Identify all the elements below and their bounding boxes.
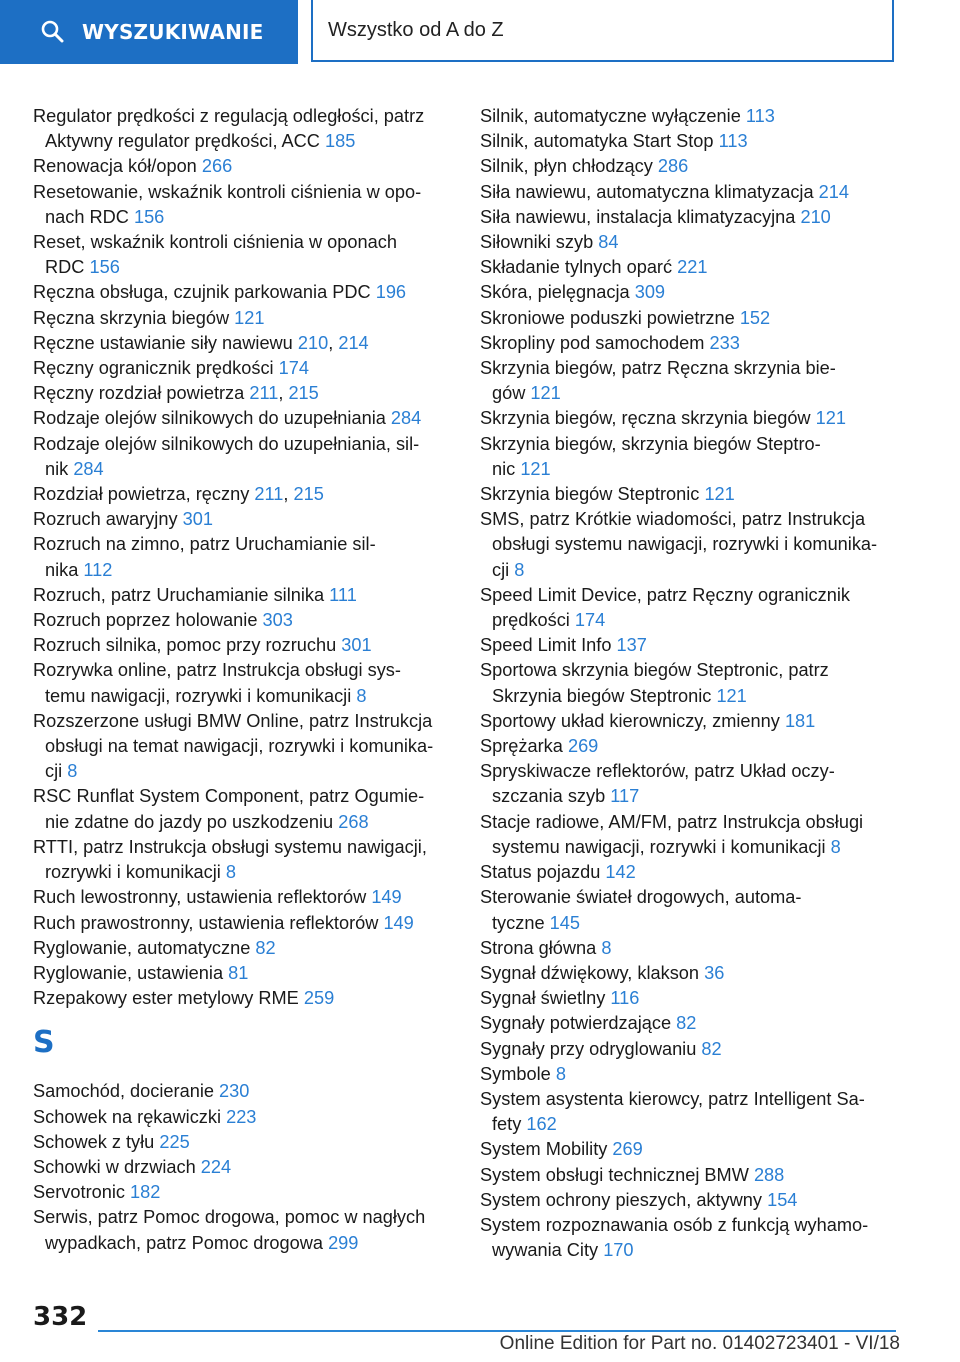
entry-text-continued: fety — [492, 1114, 527, 1135]
entry-text: Sygnał świetlny — [480, 988, 611, 1009]
index-entry — [480, 280, 920, 305]
page-link[interactable]: 303 — [262, 610, 293, 631]
page-link[interactable]: 174 — [278, 358, 309, 379]
index-entry — [33, 280, 453, 305]
entry-text: Renowacja kół/opon — [33, 156, 202, 177]
page-link[interactable]: 185 — [325, 131, 356, 152]
index-entry — [480, 180, 920, 205]
index-entry — [480, 633, 920, 658]
entry-text: Skrzynia biegów, patrz Ręczna skrzynia bie- — [480, 358, 836, 379]
index-entry: Ręczny rozdział powietrza 211, 215 — [33, 383, 319, 404]
index-entry — [33, 1079, 453, 1104]
index-entry — [480, 356, 920, 406]
page-link[interactable]: 196 — [375, 282, 407, 303]
entry-text: Regulator prędkości z regulacją odległości, patrz — [33, 106, 425, 126]
page-link[interactable]: 8 — [514, 559, 525, 580]
page-link[interactable]: 215 — [288, 383, 319, 404]
index-entry — [480, 810, 920, 860]
page-link[interactable]: 117 — [610, 786, 640, 807]
index-entry — [33, 936, 453, 961]
page-link[interactable]: 121 — [815, 408, 846, 429]
entry-text: SMS, patrz Krótkie wiadomości, patrz Instrukcja — [480, 509, 866, 530]
page-link[interactable]: 211 — [254, 484, 284, 505]
index-entry — [480, 406, 920, 431]
entry-text-continued: obsługi na temat nawigacji, rozrywki i komunika- — [45, 736, 434, 757]
index-entry — [480, 230, 920, 255]
entry-text: Ręczna obsługa, czujnik parkowania PDC — [33, 282, 376, 303]
entry-text-continued: gów — [492, 383, 531, 404]
index-entry — [480, 709, 920, 734]
entry-text-continued: cji — [492, 559, 515, 580]
page-link[interactable]: 8 — [555, 1063, 566, 1084]
page-link[interactable]: 145 — [549, 912, 580, 933]
index-entry — [480, 734, 920, 759]
entry-text: Ręczny ogranicznik prędkości — [33, 358, 279, 379]
index-entry — [33, 532, 453, 582]
page-link[interactable]: 156 — [133, 206, 165, 227]
page-link[interactable]: 8 — [225, 862, 237, 883]
index-group-r — [33, 104, 453, 1011]
entry-text-continued: nika — [45, 559, 84, 580]
page-link[interactable]: 121 — [234, 307, 265, 328]
entry-text: Sprężarka — [480, 736, 568, 757]
index-entry — [33, 306, 453, 331]
entry-text: System ochrony pieszych, aktywny — [480, 1189, 768, 1210]
index-entry — [480, 583, 920, 633]
page-link[interactable]: 223 — [226, 1106, 257, 1127]
page-link[interactable]: 82 — [255, 937, 276, 958]
entry-text: Reset, wskaźnik kontroli ciśnienia w oponach — [33, 232, 397, 253]
index-entry — [33, 986, 453, 1011]
index-entry — [33, 356, 453, 381]
entry-text: Skóra, pielęgnacja — [480, 282, 635, 303]
page-link[interactable]: 84 — [598, 232, 619, 253]
entry-text: Symbole — [480, 1063, 556, 1084]
page-link[interactable]: 121 — [520, 458, 551, 479]
index-entry — [480, 129, 920, 154]
index-entry — [33, 633, 453, 658]
entry-text: System obsługi technicznej BMW — [480, 1164, 754, 1185]
page-link[interactable]: 181 — [784, 710, 816, 731]
page-number: 332 — [33, 1302, 88, 1332]
index-column-right — [480, 104, 920, 1263]
page-link[interactable]: 215 — [293, 484, 324, 505]
entry-text: Rozruch silnika, pomoc przy rozruchu — [33, 635, 342, 656]
entry-text-continued: nic — [492, 458, 521, 479]
entry-text: Rozruch awaryjny — [33, 509, 183, 530]
index-entry — [480, 658, 920, 708]
index-entry — [480, 154, 920, 179]
index-entry — [33, 835, 453, 885]
entry-text: Skrzynia biegów, ręczna skrzynia biegów — [480, 408, 816, 429]
entry-text: Skrzynia biegów, skrzynia biegów Steptro- — [480, 433, 821, 454]
index-entry — [480, 432, 920, 482]
entry-text-continued: RDC — [45, 257, 90, 278]
entry-text: Składanie tylnych oparć — [480, 257, 678, 278]
entry-text-continued: cji — [45, 761, 68, 782]
entry-text: Rozrywka online, patrz Instrukcja obsługi sys- — [33, 660, 401, 681]
page-link[interactable]: 156 — [89, 257, 120, 278]
entry-text: Rozruch, patrz Uruchamianie silnika — [33, 584, 330, 605]
section-letter: S — [33, 1025, 55, 1061]
page-link[interactable]: 121 — [716, 685, 747, 706]
page-link[interactable]: 81 — [228, 962, 249, 983]
entry-text-continued: temu nawigacji, rozrywki i komunikacji — [45, 685, 357, 706]
index-entry — [480, 1188, 920, 1213]
index-entry — [480, 255, 920, 280]
entry-text: Rzepakowy ester metylowy RME — [33, 988, 304, 1009]
entry-text: Rozruch na zimno, patrz Uruchamianie sil- — [33, 534, 376, 555]
index-entry — [33, 1155, 453, 1180]
entry-text-continued: wypadkach, patrz Pomoc drogowa — [45, 1232, 329, 1253]
entry-text: Rodzaje olejów silnikowych do uzupełniania, sil- — [33, 433, 420, 454]
page-link[interactable]: 142 — [605, 862, 636, 883]
page-link[interactable]: 149 — [383, 912, 414, 933]
page-link[interactable]: 149 — [371, 887, 402, 908]
page-link[interactable]: 8 — [601, 937, 612, 958]
entry-text: Silnik, płyn chłodzący — [480, 156, 658, 177]
index-entry — [33, 230, 453, 280]
index-entry — [480, 104, 920, 129]
page-link[interactable]: 268 — [338, 811, 369, 832]
index-entry — [33, 961, 453, 986]
index-entry — [480, 306, 920, 331]
entry-text: Ręczna skrzynia biegów — [33, 307, 235, 328]
entry-text: Ryglowanie, automatyczne — [33, 937, 256, 958]
entry-text: Siłowniki szyb — [480, 232, 599, 253]
entry-text: Stacje radiowe, AM/FM, patrz Instrukcja obsługi — [480, 811, 864, 832]
entry-text-continued: tyczne — [492, 912, 550, 933]
index-entry — [33, 1180, 453, 1205]
page-link[interactable]: 36 — [704, 962, 725, 983]
index-entry — [33, 911, 453, 936]
page-link[interactable]: 210 — [297, 332, 329, 353]
entry-text: Skropliny pod samochodem — [480, 332, 710, 353]
page-link[interactable]: 116 — [610, 988, 640, 1009]
section-title: Wszystko od A do Z — [328, 18, 504, 41]
index-entry — [33, 406, 453, 431]
index-entry — [33, 885, 453, 910]
page-link[interactable]: 211 — [249, 383, 279, 404]
index-entry — [33, 507, 453, 532]
page-link[interactable]: 301 — [341, 635, 372, 656]
entry-text-continued: obsługi systemu nawigacji, rozrywki i komunika- — [492, 534, 878, 555]
page-link[interactable]: 8 — [67, 761, 78, 782]
index-entry — [480, 331, 920, 356]
page-link[interactable]: 284 — [390, 408, 422, 429]
entry-text: Rozdział powietrza, ręczny — [33, 484, 255, 505]
search-tab[interactable] — [0, 0, 298, 64]
entry-text: Rodzaje olejów silnikowych do uzupełniania — [33, 408, 391, 429]
page-link[interactable]: 121 — [530, 383, 561, 404]
index-entry — [480, 1087, 920, 1137]
index-entry — [480, 961, 920, 986]
index-entry — [33, 1105, 453, 1130]
entry-text-continued: Aktywny regulator prędkości, ACC — [45, 131, 325, 152]
entry-text: Siła nawiewu, automatyczna klimatyzacja — [480, 181, 819, 202]
page-link[interactable]: 230 — [219, 1081, 250, 1102]
index-group-s — [33, 1079, 453, 1255]
page-link[interactable]: 170 — [603, 1240, 634, 1261]
entry-text: Sportowy układ kierowniczy, zmienny — [480, 710, 785, 731]
entry-text: Speed Limit Info — [480, 635, 617, 656]
entry-text: Schowek na rękawiczki — [33, 1106, 227, 1127]
entry-text: Rozruch poprzez holowanie — [33, 610, 263, 631]
entry-text: Ręczny rozdział powietrza — [33, 383, 250, 404]
page-link[interactable]: 214 — [818, 181, 849, 202]
entry-text: Ryglowanie, ustawienia — [33, 962, 229, 983]
entry-text-continued: Skrzynia biegów Steptronic — [492, 685, 717, 706]
entry-text-continued: nik — [45, 458, 74, 479]
index-entry — [33, 1205, 453, 1255]
entry-text: Sportowa skrzynia biegów Steptronic, patrz — [480, 660, 829, 681]
entry-text: Ruch prawostronny, ustawienia reflektorów — [33, 912, 384, 933]
index-column-left — [33, 104, 453, 1256]
page-link[interactable]: 137 — [616, 635, 647, 656]
index-entry — [33, 608, 453, 633]
page-link[interactable]: 269 — [612, 1139, 643, 1160]
entry-text: Strona główna — [480, 937, 602, 958]
page-link[interactable]: 299 — [328, 1232, 359, 1253]
entry-text: Schowek z tyłu — [33, 1131, 160, 1152]
entry-text: Resetowanie, wskaźnik kontroli ciśnienia w opo- — [33, 181, 422, 202]
page-link[interactable]: 221 — [677, 257, 708, 278]
entry-text-continued: szczania szyb — [492, 786, 611, 807]
entry-text-continued: nach RDC — [45, 206, 134, 227]
entry-text: Ruch lewostronny, ustawienia reflektorów — [33, 887, 372, 908]
page-link[interactable]: 113 — [718, 131, 748, 152]
entry-text: Silnik, automatyka Start Stop — [480, 131, 719, 152]
entry-text: Silnik, automatyczne wyłączenie — [480, 106, 746, 126]
page-link[interactable]: 8 — [356, 685, 367, 706]
entry-text: Ręczne ustawianie siły nawiewu — [33, 332, 298, 353]
page-link[interactable]: 8 — [830, 836, 841, 857]
page-link[interactable]: 288 — [753, 1164, 785, 1185]
page-link[interactable]: 214 — [338, 332, 369, 353]
entry-text: Rozszerzone usługi BMW Online, patrz Instrukcja — [33, 710, 433, 731]
index-entry — [480, 1011, 920, 1036]
index-entry — [33, 432, 453, 482]
page-link[interactable]: 210 — [800, 206, 831, 227]
page-link[interactable]: 284 — [73, 458, 104, 479]
index-entry — [480, 986, 920, 1011]
entry-text: Spryskiwacze reflektorów, patrz Układ oczy- — [480, 761, 835, 782]
entry-text: System rozpoznawania osób z funkcją wyhamo- — [480, 1214, 869, 1235]
index-entry — [480, 1062, 920, 1087]
entry-text: Sygnał dźwiękowy, klakson — [480, 962, 705, 983]
page-link[interactable]: 259 — [303, 988, 335, 1009]
search-icon — [40, 19, 64, 48]
page-link[interactable]: 152 — [739, 307, 771, 328]
entry-text-continued: systemu nawigacji, rozrywki i komunikacji — [492, 836, 831, 857]
page-link[interactable]: 82 — [676, 1013, 697, 1034]
entry-text: Skrzynia biegów Steptronic — [480, 484, 705, 505]
page-link[interactable]: 154 — [767, 1189, 798, 1210]
entry-text-continued: rozrywki i komunikacji — [45, 862, 226, 883]
entry-text: Sygnały przy odryglowaniu — [480, 1038, 702, 1059]
entry-text: Servotronic — [33, 1182, 131, 1203]
entry-text: System asystenta kierowcy, patrz Intelligent Sa- — [480, 1088, 865, 1109]
page-link[interactable]: 82 — [701, 1038, 722, 1059]
page-link[interactable]: 309 — [634, 282, 666, 303]
entry-text: Sterowanie świateł drogowych, automa- — [480, 887, 802, 908]
entry-text: Schowki w drzwiach — [33, 1156, 201, 1177]
index-entry — [480, 1137, 920, 1162]
page-link[interactable]: 269 — [567, 736, 599, 757]
page-link[interactable]: 286 — [657, 156, 689, 177]
index-entry — [480, 936, 920, 961]
entry-text-continued: prędkości — [492, 610, 575, 631]
entry-text: Samochód, docieranie — [33, 1081, 220, 1102]
index-entry — [33, 154, 453, 179]
index-entry — [480, 860, 920, 885]
index-entry — [480, 759, 920, 809]
index-entry — [33, 1130, 453, 1155]
page-link[interactable]: 113 — [745, 106, 775, 126]
index-entry — [480, 507, 920, 583]
entry-text: Serwis, patrz Pomoc drogowa, pomoc w nagłych — [33, 1207, 426, 1228]
page-link[interactable]: 225 — [159, 1131, 190, 1152]
entry-text-continued: wywania City — [492, 1240, 604, 1261]
index-entry — [33, 709, 453, 785]
entry-text-continued: nie zdatne do jazdy po uszkodzeniu — [45, 811, 339, 832]
entry-text: Speed Limit Device, patrz Ręczny ogranicznik — [480, 584, 850, 605]
page-link[interactable]: 182 — [130, 1182, 161, 1203]
index-entry — [480, 1037, 920, 1062]
index-entry — [33, 583, 453, 608]
page-link[interactable]: 162 — [526, 1114, 557, 1135]
entry-text: Skroniowe poduszki powietrzne — [480, 307, 740, 328]
entry-text: Siła nawiewu, instalacja klimatyzacyjna — [480, 206, 801, 227]
footer-edition: Online Edition for Part no. 01402723401 - VI/18 — [499, 1333, 900, 1354]
index-entry — [480, 1163, 920, 1188]
index-entry — [33, 658, 453, 708]
index-group-s-continued — [480, 104, 920, 1263]
page-link[interactable]: 121 — [704, 484, 735, 505]
index-entry — [480, 1213, 920, 1263]
section-tab[interactable] — [311, 0, 894, 62]
page-link[interactable]: 301 — [182, 509, 213, 530]
entry-text: Sygnały potwierdzające — [480, 1013, 677, 1034]
footer-divider — [98, 1330, 896, 1332]
entry-text: Status pojazdu — [480, 862, 606, 883]
index-entry: Rozdział powietrza, ręczny 211, 215 — [33, 484, 324, 505]
page-link[interactable]: 174 — [574, 610, 606, 631]
entry-text: System Mobility — [480, 1139, 613, 1160]
index-entry — [480, 885, 920, 935]
index-entry — [33, 180, 453, 230]
page-link[interactable]: 112 — [83, 559, 113, 580]
entry-text: RSC Runflat System Component, patrz Ogumie- — [33, 786, 425, 807]
index-entry — [480, 482, 920, 507]
index-entry — [33, 104, 453, 154]
search-tab-label: WYSZUKIWANIE — [82, 20, 264, 44]
page-link[interactable]: 111 — [329, 584, 357, 605]
page-link[interactable]: 224 — [200, 1156, 232, 1177]
index-entry: Ręczne ustawianie siły nawiewu 210, 214 — [33, 332, 369, 353]
index-entry — [33, 784, 453, 834]
entry-text: RTTI, patrz Instrukcja obsługi systemu nawigacji, — [33, 836, 427, 857]
page-link[interactable]: 266 — [201, 156, 233, 177]
index-entry — [480, 205, 920, 230]
page-link[interactable]: 233 — [709, 332, 740, 353]
